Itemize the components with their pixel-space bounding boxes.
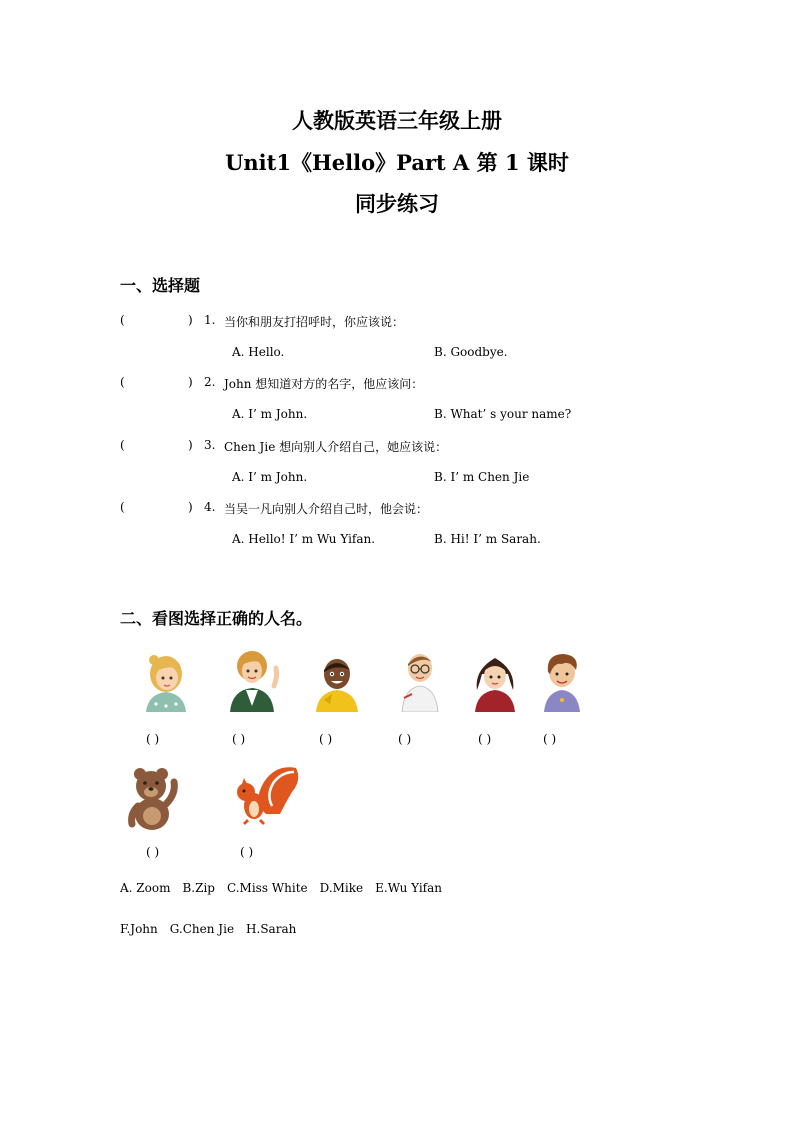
option-b: B. What’ s your name? (434, 407, 572, 421)
answer-paren-close: ) (188, 375, 193, 389)
option-a: A. Hello! I’ m Wu Yifan. (232, 532, 376, 546)
boy-brown-hair-icon (540, 650, 584, 716)
name-choice: H.Sarah (246, 922, 297, 936)
answer-paren-close: ) (188, 438, 193, 452)
picture-answer-blank[interactable]: ( ) (478, 732, 492, 746)
girl-dark-hair-icon (470, 652, 520, 716)
woman-teacher-icon (226, 646, 282, 716)
title-line-2: Unit1《Hello》Part A 第 1 课时 (225, 150, 569, 175)
picture-answer-blank[interactable]: ( ) (240, 845, 254, 859)
name-choice: A. Zoom (120, 881, 171, 895)
question-number: 4. (204, 500, 216, 514)
name-choice: F.John (120, 922, 158, 936)
answer-paren-open[interactable]: ( (120, 375, 125, 389)
picture-answer-blank[interactable]: ( ) (146, 845, 160, 859)
option-b: B. Goodbye. (434, 345, 508, 359)
name-choice: C.Miss White (226, 881, 308, 895)
picture-answer-blank[interactable]: ( ) (146, 732, 160, 746)
section-2-heading: 二、看图选择正确的人名。 (120, 609, 313, 628)
question-text: John 想知道对方的名字，他应该问： (224, 377, 424, 391)
picture-answer-blank[interactable]: ( ) (319, 732, 333, 746)
question-text: 当吴一凡向别人介绍自己时，他会说： (224, 502, 429, 516)
picture-answer-blank[interactable]: ( ) (232, 732, 246, 746)
answer-paren-close: ) (188, 500, 193, 514)
name-choice: G.Chen Jie (169, 922, 235, 936)
title-line-3: 同步练习 (355, 191, 439, 216)
answer-paren-open[interactable]: ( (120, 313, 125, 327)
question-number: 1. (204, 313, 216, 327)
option-a: A. I’ m John. (232, 470, 308, 484)
girl-blonde-icon (140, 650, 192, 716)
name-choice: B.Zip (182, 881, 215, 895)
squirrel-icon (232, 762, 302, 832)
section-1-heading: 一、选择题 (120, 276, 201, 295)
answer-paren-open[interactable]: ( (120, 500, 125, 514)
question-number: 2. (204, 375, 216, 389)
name-choice: E.Wu Yifan (375, 881, 442, 895)
boy-glasses-icon (398, 648, 442, 716)
answer-paren-open[interactable]: ( (120, 438, 125, 452)
boy-dark-skin-icon (312, 654, 362, 716)
name-choices-row-1 (120, 881, 454, 895)
picture-answer-blank[interactable]: ( ) (398, 732, 412, 746)
option-a: A. Hello. (232, 345, 285, 359)
title-line-1: 人教版英语三年级上册 (292, 108, 502, 133)
answer-paren-close: ) (188, 313, 193, 327)
name-choices-row-2 (120, 922, 308, 936)
picture-answer-blank[interactable]: ( ) (543, 732, 557, 746)
option-b: B. I’ m Chen Jie (434, 470, 530, 484)
question-text: 当你和朋友打招呼时，你应该说： (224, 315, 405, 329)
name-choice: D.Mike (319, 881, 364, 895)
bear-icon (126, 766, 182, 836)
question-text: Chen Jie 想向别人介绍自己，她应该说： (224, 440, 448, 454)
option-b: B. Hi! I’ m Sarah. (434, 532, 541, 546)
question-number: 3. (204, 438, 216, 452)
option-a: A. I’ m John. (232, 407, 308, 421)
